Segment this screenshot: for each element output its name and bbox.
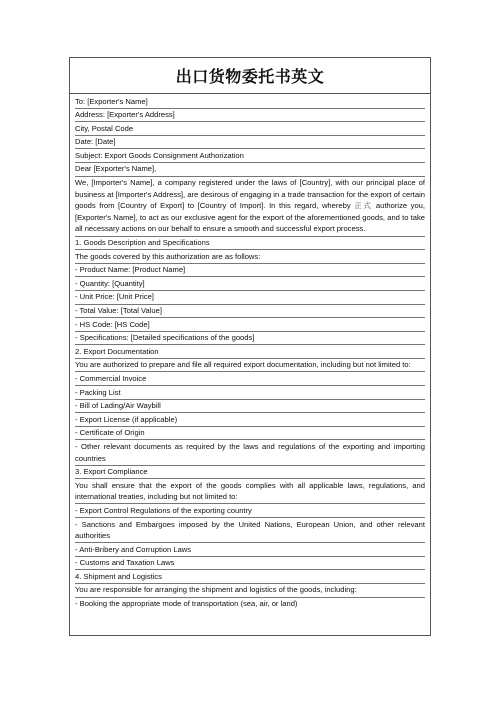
hs-code-item: - HS Code: [HS Code] — [75, 318, 425, 332]
section-4-intro: You are responsible for arranging the shipment and logistics of the goods, including: — [75, 584, 425, 598]
date-line: Date: [Date] — [75, 136, 425, 150]
quantity-item: - Quantity: [Quantity] — [75, 277, 425, 291]
subject-line: Subject: Export Goods Consignment Authorization — [75, 149, 425, 163]
export-license-item: - Export License (if applicable) — [75, 413, 425, 427]
intro-chinese-word: 正式 — [354, 201, 373, 211]
specifications-item: - Specifications: [Detailed specifications of the goods] — [75, 332, 425, 346]
customs-item: - Customs and Taxation Laws — [75, 557, 425, 571]
address-line: Address: [Exporter's Address] — [75, 109, 425, 123]
intro-text-a: We, [Importer's Name], a company registered under the laws of [Country], with our principal place of business at [Importer's Address], are desirous of engaging in a trade transaction for the export of certain goods from [Country of Export] to [Country of Import]. In this regard, whereby — [75, 178, 425, 211]
document-body — [70, 94, 430, 610]
section-1-intro: The goods covered by this authorization are as follows: — [75, 250, 425, 264]
commercial-invoice-item: - Commercial Invoice — [75, 372, 425, 386]
booking-item: - Booking the appropriate mode of transportation (sea, air, or land) — [75, 599, 298, 609]
intro-text-b: authorize you, [Exporter's Name], to act as our exclusive agent for the export of the aforementioned goods, and to take all necessary actions on our behalf to ensure a smooth and successful export process. — [75, 201, 426, 234]
section-3-intro: You shall ensure that the export of the goods complies with all applicable laws, regulations, and international treaties, including but not limited to: — [75, 479, 425, 504]
section-2-heading: 2. Export Documentation — [75, 345, 425, 359]
intro-paragraph — [75, 177, 425, 237]
anti-bribery-item: - Anti-Bribery and Corruption Laws — [75, 543, 425, 557]
to-line: To: [Exporter's Name] — [75, 95, 425, 109]
section-4-heading: 4. Shipment and Logistics — [75, 570, 425, 584]
sanctions-item: - Sanctions and Embargoes imposed by the United Nations, European Union, and other relevant authorities — [75, 518, 425, 543]
section-2-intro: You are authorized to prepare and file all required export documentation, including but not limited to: — [75, 359, 425, 373]
other-documents-item: - Other relevant documents as required by the laws and regulations of the exporting and importing countries — [75, 440, 425, 465]
section-1-heading: 1. Goods Description and Specifications — [75, 237, 425, 251]
total-value-item: - Total Value: [Total Value] — [75, 305, 425, 319]
product-name-item: - Product Name: [Product Name] — [75, 264, 425, 278]
document-table — [69, 57, 431, 636]
unit-price-item: - Unit Price: [Unit Price] — [75, 291, 425, 305]
title-cell — [70, 58, 430, 94]
packing-list-item: - Packing List — [75, 386, 425, 400]
document-title: 出口货物委托书英文 — [175, 67, 325, 86]
certificate-of-origin-item: - Certificate of Origin — [75, 427, 425, 441]
export-control-item: - Export Control Regulations of the exporting country — [75, 504, 425, 518]
city-line: City, Postal Code — [75, 122, 425, 136]
salutation-line: Dear [Exporter's Name], — [75, 163, 425, 177]
bill-of-lading-item: - Bill of Lading/Air Waybill — [75, 400, 425, 414]
section-3-heading: 3. Export Compliance — [75, 466, 425, 480]
